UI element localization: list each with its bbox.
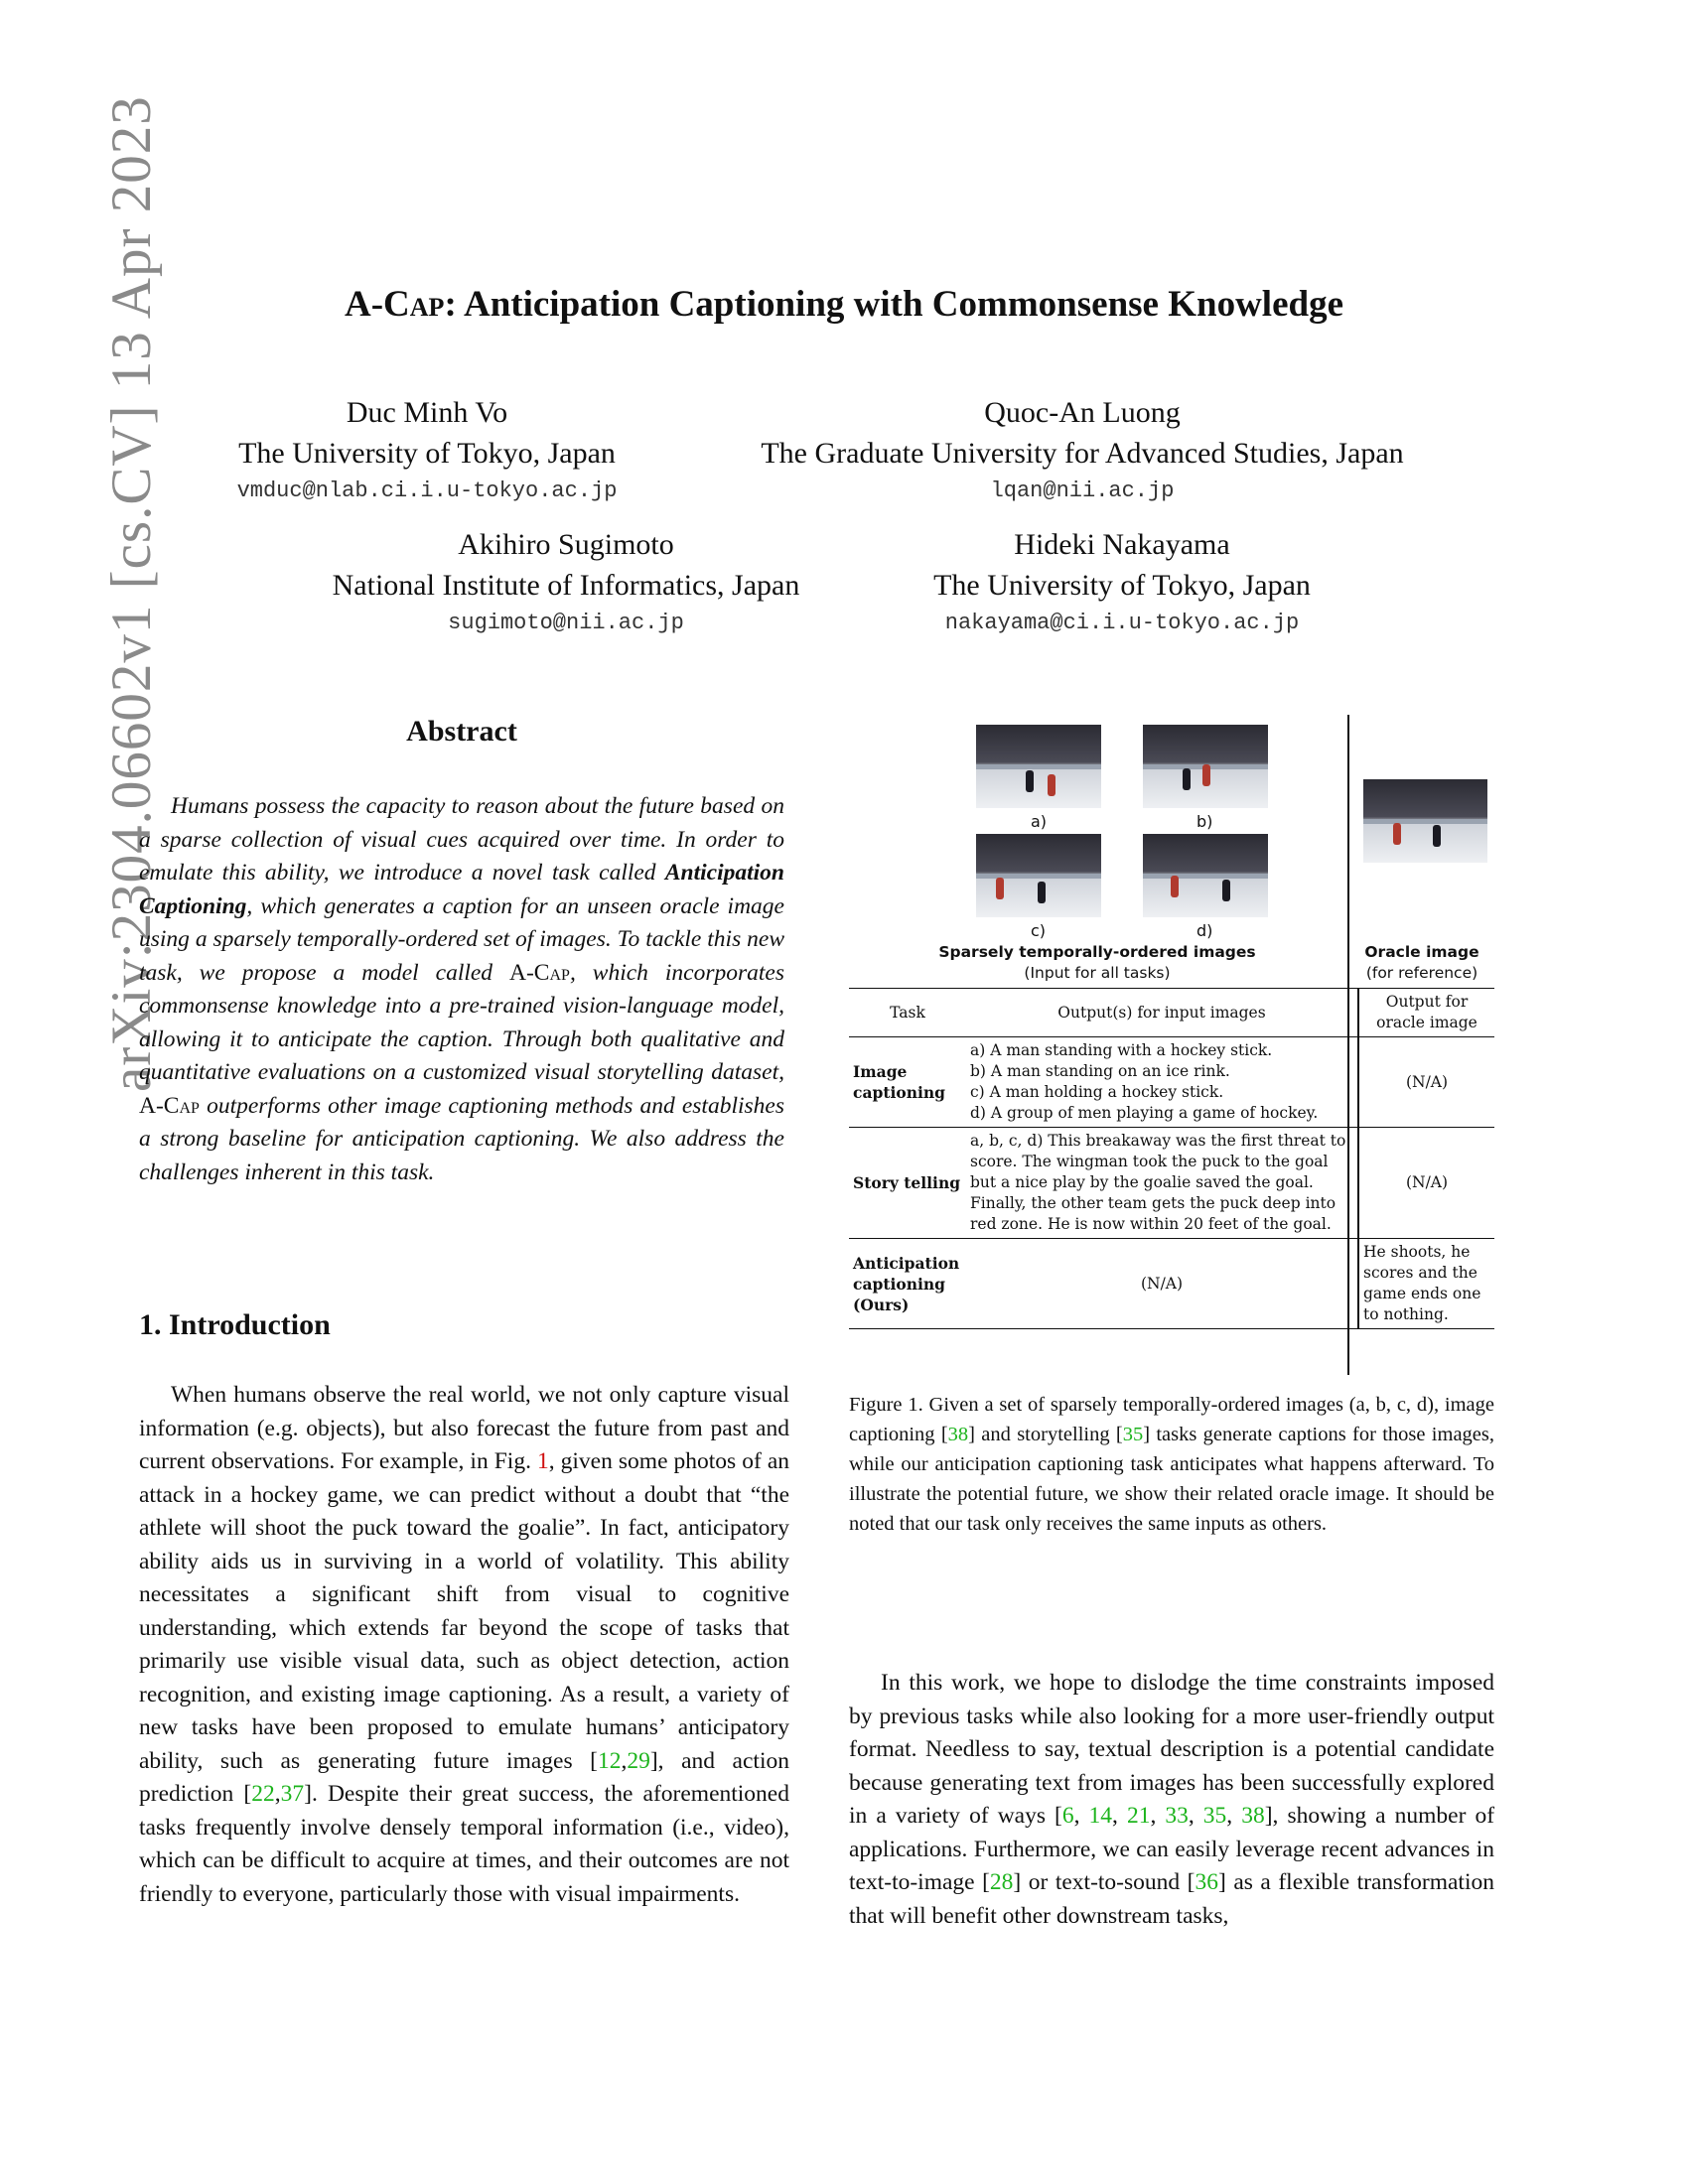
- author-block-4: [874, 524, 1370, 641]
- intro-text: When humans observe the real world, we not only capture visual information (e.g. objects), but also forecast the future from past and current observations. For example, in Fig.: [139, 1382, 789, 1474]
- figure-1: [849, 715, 1494, 1375]
- input-images-caption: [928, 942, 1266, 984]
- abstract-text: , which generates a caption for an unseen oracle image using a sparsely temporally-ordered set of images. To tackle this new task, we propose a model called: [139, 892, 784, 986]
- citation-link[interactable]: 22: [251, 1781, 275, 1807]
- author-email[interactable]: nakayama@ci.i.u-tokyo.ac.jp: [944, 611, 1300, 635]
- citation-link[interactable]: 28: [989, 1869, 1014, 1895]
- author-affiliation: National Institute of Informatics, Japan: [332, 569, 800, 602]
- author-name: Hideki Nakayama: [1014, 528, 1230, 561]
- author-name: Quoc-An Luong: [984, 396, 1181, 429]
- citation-link[interactable]: 29: [627, 1747, 650, 1774]
- figure-ref-link[interactable]: 1: [537, 1448, 549, 1474]
- citation-link[interactable]: 14: [1088, 1803, 1113, 1829]
- author-affiliation: The Graduate University for Advanced Studies, Japan: [761, 437, 1404, 470]
- oracle-image-caption: [1349, 942, 1494, 984]
- task-name: Story telling: [853, 1173, 961, 1192]
- citation-link[interactable]: 6: [1061, 1803, 1074, 1829]
- table-row: [849, 1037, 1494, 1128]
- image-label-b: b): [1196, 812, 1213, 831]
- header-input-output: Output(s) for input images: [1057, 1003, 1266, 1022]
- author-email[interactable]: lqan@nii.ac.jp: [990, 478, 1175, 503]
- header-oracle-output: Output for oracle image: [1358, 989, 1494, 1037]
- author-block-3: [278, 524, 854, 641]
- citation-link[interactable]: 37: [280, 1781, 305, 1807]
- table-row: [849, 1128, 1494, 1239]
- task-name: Anticipation captioning (Ours): [853, 1253, 960, 1314]
- oracle-subtitle: (for reference): [1365, 964, 1478, 982]
- intro-body-continued: In this work, we hope to dislodge the time constraints imposed by previous tasks while also looking for a more user-friendly output format. Needless to say, textual description is a potential candidate because generating text from images has been successfully explored in a variety of ways [6, 14, 21, 33, 35, 38], showing a number of applications. Furthermore, we can easily leverage recent advances in text-to-image [28] or text-to-sound [36] as a flexible transformation that will benefit other downstream tasks,: [849, 1670, 1495, 1929]
- header-task: Task: [890, 1003, 925, 1022]
- task-oracle-output: (N/A): [1358, 1037, 1494, 1128]
- author-block-1: [149, 392, 705, 509]
- citation-link[interactable]: 38: [947, 1424, 969, 1445]
- table-row: [849, 1239, 1494, 1329]
- intro-body: When humans observe the real world, we not only capture visual information (e.g. objects), but also forecast the future from past and current observations. For example, in Fig. 1, given some photos of an attack in a hockey game, we can predict without a doubt that “the athlete will shoot the puck toward the goalie”. In fact, anticipatory ability aids us in surviving in a world of volatility. This ability necessitates a significant shift from visual to cognitive understanding, which extends far beyond the scope of tasks that primarily use visible visual data, such as object detection, action recognition, and existing image captioning. As a result, a variety of new tasks have been proposed to emulate humans’ anticipatory ability, such as generating future images [12,29], and action prediction [22,37]. Despite their great success, the aforementioned tasks frequently involve densely temporal information (i.e., video), which can be difficult to acquire at times, and their outcomes are not friendly to everyone, particularly those with visual impairments.: [139, 1382, 790, 1907]
- caption-text: ] and storytelling [: [968, 1424, 1123, 1445]
- input-images-subtitle: (Input for all tasks): [1024, 964, 1171, 982]
- section-heading-introduction: 1. Introduction: [139, 1308, 331, 1341]
- task-input-output: (N/A): [1140, 1274, 1184, 1293]
- title-prefix: A-: [345, 284, 384, 325]
- task-comparison-table: [849, 988, 1494, 1329]
- task-oracle-output: He shoots, he scores and the game ends one to nothing.: [1358, 1239, 1494, 1329]
- citation-link[interactable]: 36: [1195, 1869, 1218, 1895]
- abstract-body: [139, 790, 784, 1189]
- intro-text: ], and action prediction [: [139, 1747, 789, 1807]
- author-name: Akihiro Sugimoto: [458, 528, 674, 561]
- hockey-image-d: [1143, 834, 1268, 917]
- citation-link[interactable]: 12: [597, 1747, 622, 1774]
- arxiv-stamp: arXiv:2304.06602v1 [cs.CV] 13 Apr 2023: [100, 95, 163, 1092]
- citation-link[interactable]: 21: [1126, 1803, 1151, 1829]
- body-text: ], showing a number of applications. Furthermore, we can easily leverage recent advances in text-to-image [: [849, 1803, 1495, 1895]
- body-text: In this work, we hope to dislodge the time constraints imposed by previous tasks while also looking for a more user-friendly output format. Needless to say, textual description is a potential candidate because generating text from images has been successfully explored in a variety of ways [: [849, 1670, 1494, 1829]
- intro-text: , given some photos of an attack in a hockey game, we can predict without a doubt that “the athlete will shoot the puck toward the goalie”. In fact, anticipatory ability aids us in surviving in a world of volatility. This ability necessitates a significant shift from visual to cognitive understanding, which extends far beyond the scope of tasks that primarily use visible visual data, such as object detection, action recognition, and existing image captioning. As a result, a variety of new tasks have been proposed to emulate humans’ anticipatory ability, such as generating future images [: [139, 1448, 790, 1774]
- author-affiliation: The University of Tokyo, Japan: [933, 569, 1311, 602]
- task-input-output: a, b, c, d) This breakaway was the first threat to score. The wingman took the puck to the goal but a nice play by the goalie saved the goal. Finally, the other team gets the puck deep into red zone. He is now within 20 feet of the goal.: [970, 1132, 1346, 1233]
- figure-1-caption: [849, 1390, 1494, 1539]
- hockey-image-c: [976, 834, 1101, 917]
- model-name: A-Cap: [139, 1092, 200, 1119]
- image-label-a: a): [1031, 812, 1048, 831]
- body-text: ] or text-to-sound [: [1013, 1869, 1196, 1895]
- task-input-output: a) A man standing with a hockey stick. b) A man standing on an ice rink. c) A man holding a hockey stick. d) A group of men playing a game of hockey.: [970, 1041, 1319, 1122]
- hockey-image-a: [976, 725, 1101, 808]
- oracle-title: Oracle image: [1364, 943, 1479, 961]
- title-rest: : Anticipation Captioning with Commonsense Knowledge: [444, 284, 1343, 325]
- image-label-c: c): [1031, 921, 1047, 940]
- task-oracle-output: (N/A): [1358, 1128, 1494, 1239]
- citation-link[interactable]: 35: [1122, 1424, 1144, 1445]
- caption-text: ] tasks generate captions for those images, while our anticipation captioning task anticipates what happens afterward. To illustrate the potential future, we show their related oracle image. It should be noted that our task only receives the same inputs as others.: [849, 1424, 1494, 1535]
- author-affiliation: The University of Tokyo, Japan: [238, 437, 616, 470]
- author-email[interactable]: vmduc@nlab.ci.i.u-tokyo.ac.jp: [236, 478, 618, 503]
- abstract-bold-term: Anticipation Captioning: [139, 860, 784, 919]
- intro-text: ]. Despite their great success, the aforementioned tasks frequently involve densely temporal information (i.e., video), which can be difficult to acquire at times, and their outcomes are not friendly to everyone, particularly those with visual impairments.: [139, 1781, 789, 1907]
- caption-text: Figure 1. Given a set of sparsely temporally-ordered images (a, b, c, d), image captioning [: [849, 1394, 1494, 1445]
- abstract-text: Humans possess the capacity to reason about the future based on a sparse collection of visual cues acquired over time. In order to emulate this ability, we introduce a novel task called: [139, 793, 784, 886]
- citation-link[interactable]: 35: [1202, 1803, 1227, 1829]
- model-name: A-Cap: [509, 959, 570, 986]
- title-smallcaps: Cap: [383, 284, 445, 325]
- author-block-2: [695, 392, 1470, 509]
- paper-title: [0, 283, 1688, 326]
- abstract-text: , which incorporates commonsense knowledge into a pre-trained vision-language model, allowing it to anticipate the caption. Through both qualitative and quantitative evaluations on a customized visual storytelling dataset,: [139, 959, 784, 1085]
- author-name: Duc Minh Vo: [346, 396, 508, 429]
- task-name: Image captioning: [853, 1062, 945, 1102]
- table-header-row: [849, 989, 1494, 1037]
- citation-link[interactable]: 33: [1165, 1803, 1189, 1829]
- input-images-title: Sparsely temporally-ordered images: [938, 943, 1256, 961]
- image-label-d: d): [1196, 921, 1213, 940]
- citation-link[interactable]: 38: [1241, 1803, 1265, 1829]
- abstract-heading: Abstract: [406, 715, 517, 748]
- oracle-hockey-image: [1363, 779, 1487, 863]
- body-text: ] as a flexible transformation that will benefit other downstream tasks,: [849, 1869, 1494, 1929]
- abstract-text: outperforms other image captioning methods and establishes a strong baseline for anticipation captioning. We also address the challenges inherent in this task.: [139, 1092, 784, 1185]
- hockey-image-b: [1143, 725, 1268, 808]
- author-email[interactable]: sugimoto@nii.ac.jp: [448, 611, 684, 635]
